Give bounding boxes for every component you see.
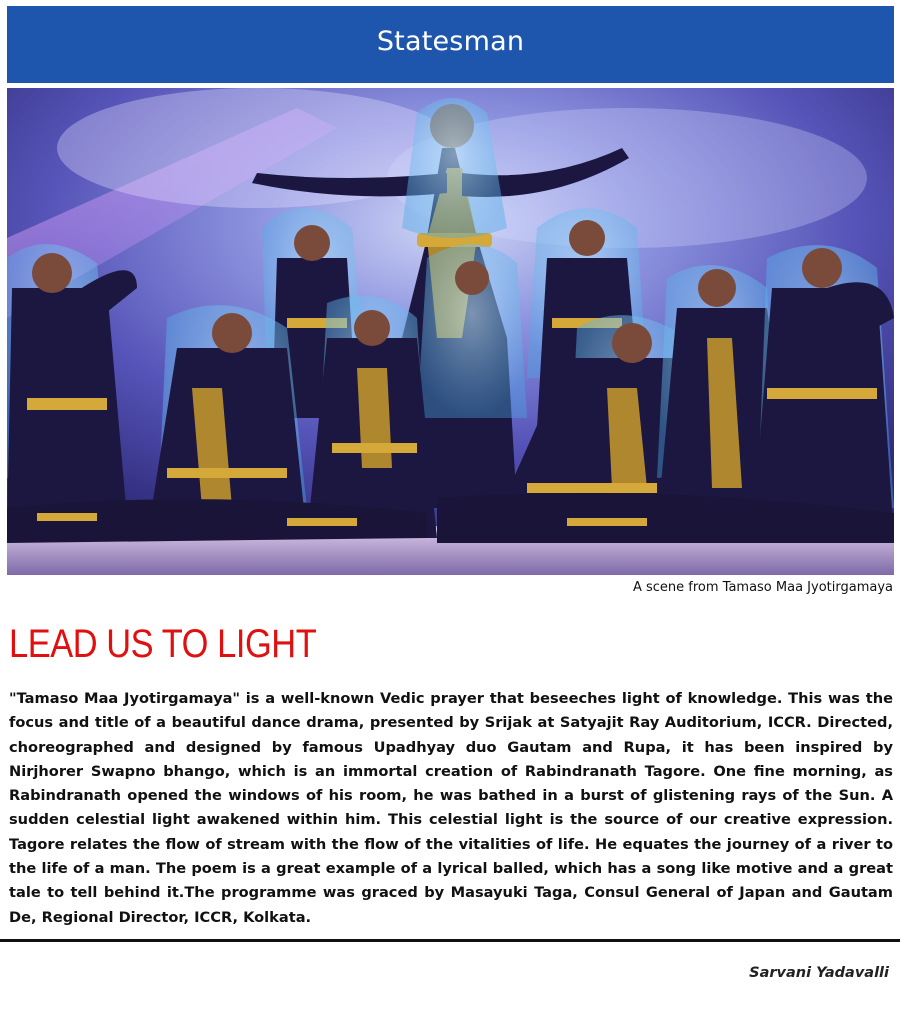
divider	[0, 939, 900, 942]
masthead	[7, 6, 894, 83]
article-body: "Tamaso Maa Jyotirgamaya" is a well-known Vedic prayer that beseeches light of knowledge. This was the focus and title of a beautiful dance drama, presented by Srijak at Satyajit Ray Auditorium, ICCR. Directed, choreographed and designed by famous Upadhyay duo Gautam and Rupa, it has been inspired by Nirjhorer Swapno bhango, which is an immortal creation of Rabindranath Tagore. One fine morning, as Rabindranath opened the windows of his room, he was bathed in a burst of glistening rays of the Sun. A sudden celestial light awakened within him. This celestial light is the source of our creative expression. Tagore relates the flow of stream with the flow of the vitalities of life. He equates the journey of a river to the life of a man. The poem is a great example of a lyrical balled, which has a song like motive and a great tale to tell behind it.The programme was graced by Masayuki Taga, Consul General of Japan and Gautam De, Regional Director, ICCR, Kolkata.	[9, 690, 893, 926]
photo-caption: A scene from Tamaso Maa Jyotirgamaya	[632, 580, 893, 595]
author-byline: Sarvani Yadavalli	[749, 965, 889, 981]
dance-photo	[7, 88, 894, 575]
dance-scene-illustration	[7, 88, 894, 575]
masthead-title: Statesman	[376, 26, 525, 57]
article-headline: LEAD US TO LIGHT	[9, 622, 317, 666]
